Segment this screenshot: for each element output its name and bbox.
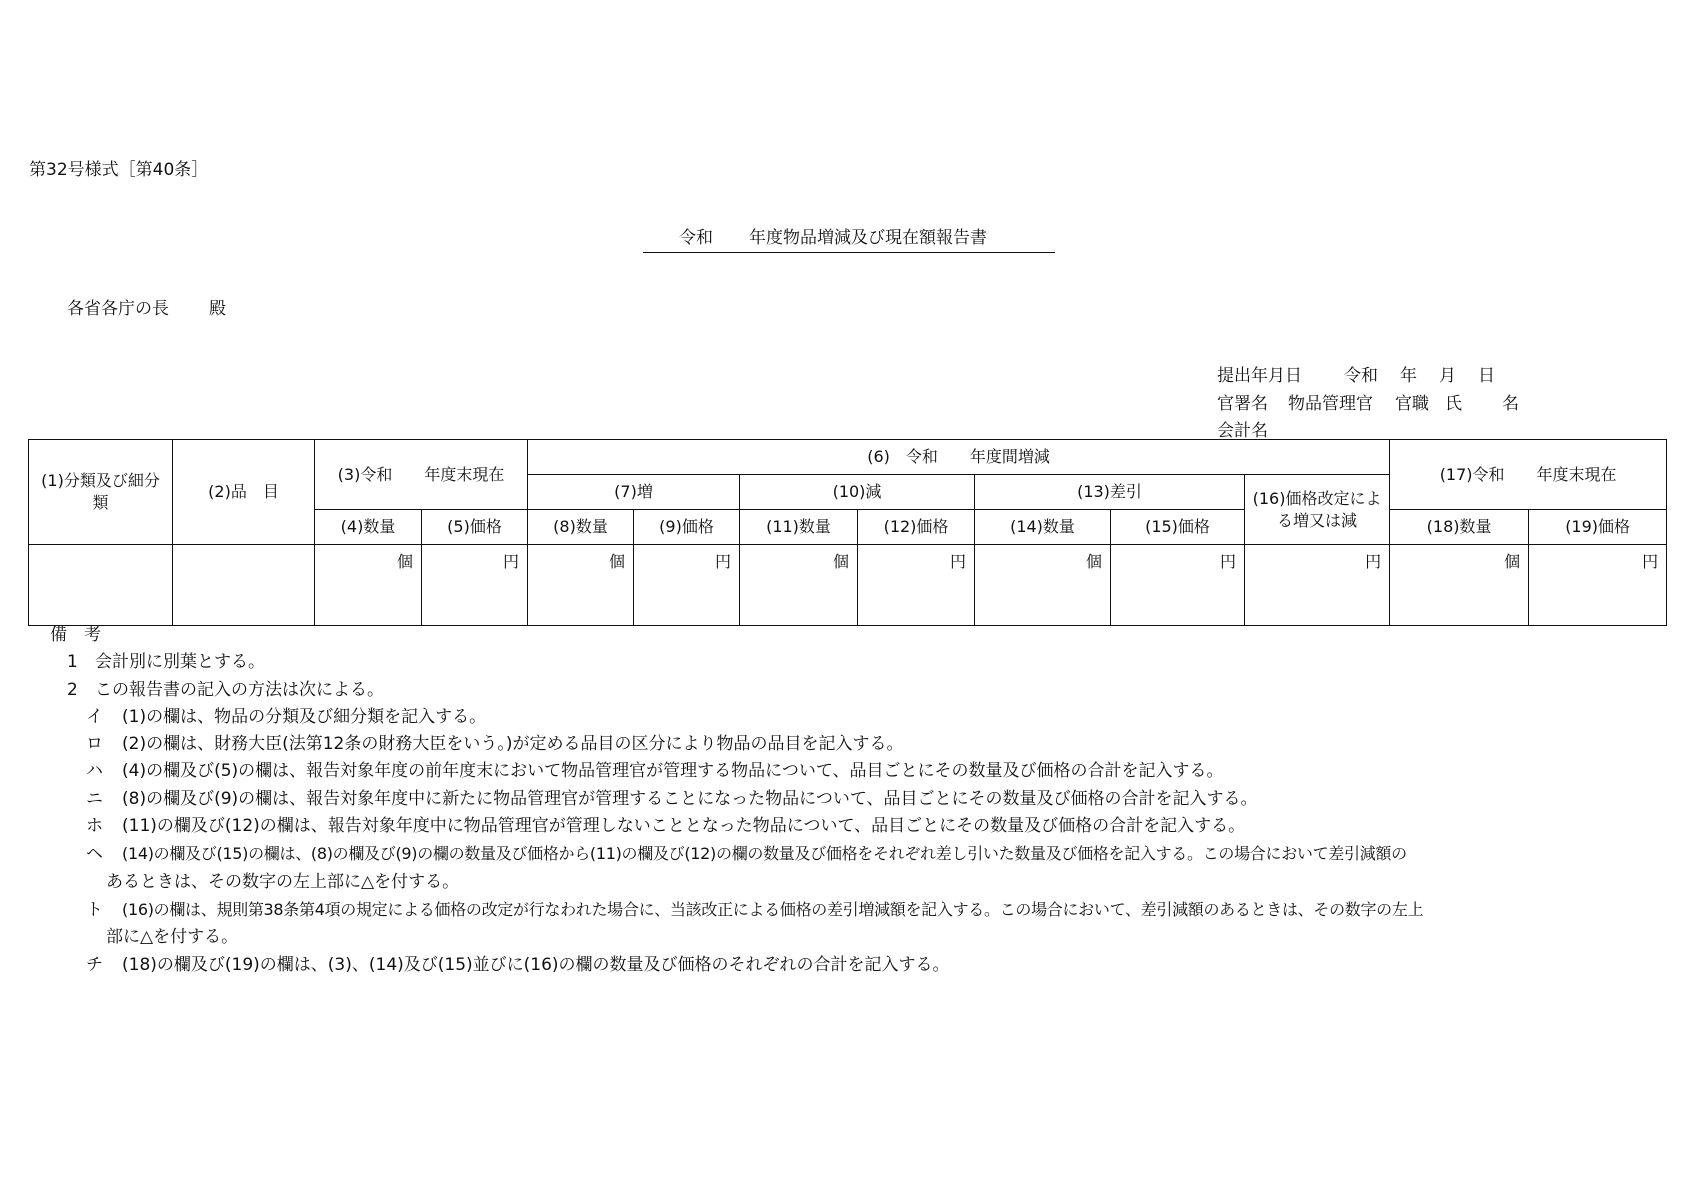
subitem-text: (14)の欄及び(15)の欄は、(8)の欄及び(9)の欄の数量及び価格から(11)の欄及び(12)の欄の数量及び価格をそれぞれ差し引いた数量及び価格を記入する。この場合において差引減額の [122, 844, 1407, 864]
account-label: 会計名 [1217, 421, 1268, 441]
subitem-text: (4)の欄及び(5)の欄は、報告対象年度の前年度末において物品管理官が管理する物品について、品目ごとにその数量及び価格の合計を記入する。 [122, 761, 1224, 782]
note-item [50, 677, 1670, 704]
sub-header: (11)数量 [740, 510, 858, 545]
subitem-label: ヘ [86, 844, 103, 865]
subitem-continuation: あるときは、その数字の左上部に△を付する。 [106, 871, 460, 892]
col-classification-header: (1)分類及び細分類 [29, 440, 173, 545]
note-subitem [50, 813, 1670, 840]
addressee-name: 各省各庁の長 [67, 299, 169, 319]
col-price-revision-header: (16)価格改定による増又は減 [1245, 475, 1390, 545]
name-label-2: 名 [1502, 394, 1519, 414]
col-net-header: (13)差引 [975, 475, 1245, 510]
note-number: 2 [67, 679, 78, 700]
form-number: 第32号様式［第40条］ [29, 160, 209, 180]
date-year: 年 [1400, 366, 1417, 386]
data-cell[interactable]: 円 [1529, 545, 1667, 626]
date-era: 令和 [1344, 366, 1378, 386]
addressee [67, 294, 226, 319]
note-subitem [50, 758, 1670, 785]
subitem-label: ロ [86, 734, 103, 755]
sub-header: (5)価格 [422, 510, 528, 545]
sub-header: (8)数量 [528, 510, 634, 545]
sub-header: (12)価格 [858, 510, 975, 545]
date-label: 提出年月日 [1217, 366, 1302, 386]
sub-header: (15)価格 [1111, 510, 1245, 545]
data-cell[interactable]: 円 [1245, 545, 1390, 626]
data-cell[interactable]: 個 [315, 545, 422, 626]
subitem-text: (18)の欄及び(19)の欄は、(3)、(14)及び(15)並びに(16)の欄の数量及び価格のそれぞれの合計を記入する。 [122, 954, 950, 975]
subitem-text: (16)の欄は、規則第38条第4項の規定による価格の改定が行なわれた場合に、当該改正による価格の差引増減額を記入する。この場合において、差引減額のあるときは、その数字の左上 [122, 899, 1424, 919]
col-increase-header: (7)増 [528, 475, 740, 510]
subitem-label: イ [86, 706, 103, 727]
data-cell[interactable]: 円 [422, 545, 528, 626]
subitem-label: ハ [86, 761, 103, 782]
subitem-text: (11)の欄及び(12)の欄は、報告対象年度中に物品管理官が管理しないこととなった物品について、品目ごとにその数量及び価格の合計を記入する。 [122, 816, 1246, 837]
note-subitem [50, 786, 1670, 813]
sub-header: (14)数量 [975, 510, 1111, 545]
col-decrease-header: (10)減 [740, 475, 975, 510]
col-current-year-header: (17)令和 年度末現在 [1390, 440, 1667, 510]
data-cell[interactable]: 円 [858, 545, 975, 626]
note-subitem [50, 896, 1670, 924]
account-name [1217, 416, 1268, 441]
submission-date [1217, 361, 1495, 386]
title-era: 令和 [679, 228, 713, 248]
submitter-office [1217, 389, 1519, 414]
data-cell[interactable] [173, 545, 315, 626]
note-number: 1 [67, 652, 78, 673]
notes-heading: 備 考 [50, 625, 101, 645]
note-text: この報告書の記入の方法は次による。 [95, 679, 384, 700]
title-text: 年度物品増減及び現在額報告書 [749, 228, 987, 248]
note-subitem [50, 952, 1670, 979]
sub-header: (18)数量 [1390, 510, 1529, 545]
note-text: 会計別に別葉とする。 [95, 652, 265, 673]
note-subitem [50, 704, 1670, 731]
sub-header: (4)数量 [315, 510, 422, 545]
name-label-1: 氏 [1445, 394, 1462, 414]
official-position-label: 官職 [1395, 394, 1429, 414]
data-cell[interactable]: 個 [740, 545, 858, 626]
data-cell[interactable]: 個 [528, 545, 634, 626]
subitem-continuation: 部に△を付する。 [106, 927, 239, 948]
col-item-header: (2)品 目 [173, 440, 315, 545]
col-annual-change-header: (6) 令和 年度間増減 [528, 440, 1390, 475]
officer-title: 物品管理官 [1288, 394, 1373, 414]
office-label: 官署名 [1217, 394, 1268, 414]
date-day: 日 [1478, 366, 1495, 386]
sub-header: (19)価格 [1529, 510, 1667, 545]
subitem-label: ト [86, 899, 103, 920]
note-subitem [50, 840, 1670, 868]
subitem-text: (2)の欄は、財務大臣(法第12条の財務大臣をいう。)が定める品目の区分により物品の品目を記入する。 [122, 734, 904, 755]
notes-section [50, 622, 1670, 979]
col-previous-year-header: (3)令和 年度末現在 [315, 440, 528, 510]
data-cell[interactable] [29, 545, 173, 626]
date-month: 月 [1439, 366, 1456, 386]
data-cell[interactable]: 個 [975, 545, 1111, 626]
data-cell[interactable]: 円 [634, 545, 740, 626]
report-table [28, 439, 1667, 626]
addressee-honorific: 殿 [209, 299, 226, 319]
subitem-label: ホ [86, 816, 103, 837]
sub-header: (9)価格 [634, 510, 740, 545]
subitem-label: チ [86, 954, 103, 975]
document-title [643, 223, 1055, 253]
subitem-text: (1)の欄は、物品の分類及び細分類を記入する。 [122, 706, 487, 727]
data-cell[interactable]: 個 [1390, 545, 1529, 626]
subitem-label: ニ [86, 788, 103, 809]
data-cell[interactable]: 円 [1111, 545, 1245, 626]
note-item [50, 649, 1670, 676]
subitem-text: (8)の欄及び(9)の欄は、報告対象年度中に新たに物品管理官が管理することになった物品について、品目ごとにその数量及び価格の合計を記入する。 [122, 788, 1258, 809]
note-subitem [50, 731, 1670, 758]
